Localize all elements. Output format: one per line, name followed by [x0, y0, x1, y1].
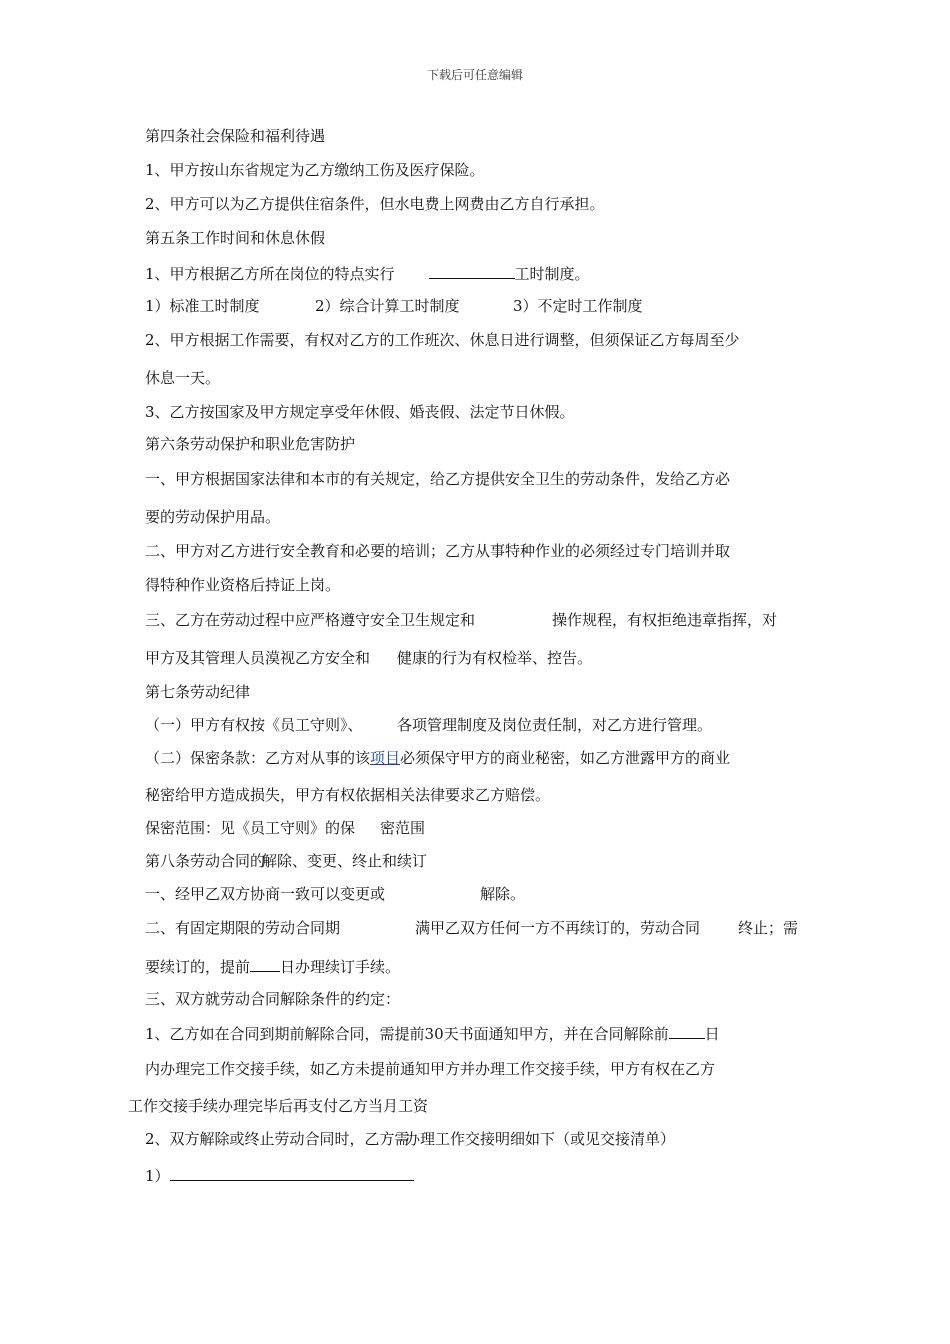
paragraph-line: 健康的行为有权检举、控告。 — [397, 649, 593, 667]
paragraph-line: 一、甲方根据国家法律和本市的有关规定，给乙方提供安全卫生的劳动条件，发给乙方必 — [145, 470, 731, 488]
paragraph-line: 操作规程，有权拒绝违章指挥，对 — [552, 611, 778, 629]
fill-blank[interactable] — [429, 262, 515, 279]
article-8-title-cont: 解除、变更、终止和续订 — [262, 852, 428, 870]
article-6-title: 第六条劳动保护和职业危害防护 — [145, 435, 356, 453]
fill-blank[interactable] — [250, 955, 280, 972]
paragraph-line: 二、甲方对乙方进行安全教育和必要的培训；乙方从事特种作业的必须经过专门培训并取 — [145, 542, 731, 560]
line-text: 1、乙方如在合同到期前解除合同，需提前30天书面通知甲方，并在合同解除前 — [145, 1025, 669, 1043]
paragraph-line: 甲方及其管理人员漠视乙方安全和 — [145, 649, 371, 667]
article-8-title: 第八条劳动合同的 — [145, 852, 266, 870]
paragraph-line: 满甲乙双方任何一方不再续订的，劳动合同 — [415, 919, 701, 937]
paragraph-line: 3、乙方按国家及甲方规定享受年休假、婚丧假、法定节日休假。 — [145, 403, 575, 421]
article-5-title: 第五条工作时间和休息休假 — [145, 229, 326, 247]
paragraph-line: 1、甲方按山东省规定为乙方缴纳工伤及医疗保险。 — [145, 161, 485, 179]
line-text: 日 — [704, 1025, 720, 1043]
paragraph-line — [145, 262, 590, 284]
option-2: 2）综合计算工时制度 — [315, 297, 460, 315]
paragraph-line — [145, 748, 730, 768]
line-text: 日办理续订手续。 — [280, 958, 401, 976]
option-3: 3）不定时工作制度 — [513, 297, 643, 315]
paragraph-line: 2、甲方根据工作需要，有权对乙方的工作班次、休息日进行调整，但须保证乙方每周至少 — [145, 331, 740, 349]
paragraph-line: 各项管理制度及岗位责任制，对乙方进行管理。 — [397, 716, 713, 734]
paragraph-line: 保密范围：见《员工守则》的保 — [145, 819, 356, 837]
paragraph-line: 秘密给甲方造成损失，甲方有权依据相关法律要求乙方赔偿。 — [145, 786, 551, 804]
line-text: 要续订的，提前 — [145, 958, 251, 976]
paragraph-line — [145, 610, 475, 630]
fill-blank[interactable] — [669, 1022, 705, 1039]
fill-blank[interactable] — [170, 1164, 414, 1181]
paragraph-line: 三、双方就劳动合同解除条件的约定： — [145, 990, 401, 1008]
paragraph-line — [145, 955, 400, 977]
line-text: 必须保守甲方的商业秘密，如乙方泄露甲方的商业 — [400, 749, 731, 767]
project-link[interactable]: 项目 — [370, 749, 401, 767]
paragraph-line: 一、经甲乙双方协商一致可以变更或 — [145, 885, 386, 903]
paragraph-line: 工作交接手续办理完毕后再支付乙方当月工资 — [128, 1097, 429, 1115]
line-text: 1） — [145, 1167, 170, 1185]
paragraph-line: 内办理完工作交接手续，如乙方未提前通知甲方并办理工作交接手续，甲方有权在乙方 — [145, 1060, 716, 1078]
article-7-title: 第七条劳动纪律 — [145, 683, 251, 701]
paragraph-line: 得特种作业资格后持证上岗。 — [145, 576, 341, 594]
paragraph-line: 办理工作交接明细如下（或见交接清单） — [405, 1130, 676, 1148]
page-header: 下载后可任意编辑 — [426, 68, 523, 82]
line-text: 工时制度。 — [514, 265, 590, 283]
line-text: 三、乙方在劳动过程中应严格遵守安全卫生规定和 — [145, 611, 476, 629]
article-4-title: 第四条社会保险和福利待遇 — [145, 127, 326, 145]
paragraph-line: 要的劳动保护用品。 — [145, 508, 281, 526]
paragraph-line: 休息一天。 — [145, 369, 221, 387]
list-item — [145, 1164, 414, 1186]
paragraph-line: 密范围 — [380, 819, 426, 837]
paragraph-line: 二、有固定期限的劳动合同期 — [145, 919, 341, 937]
paragraph-line: 解除。 — [480, 885, 526, 903]
paragraph-line: 2、甲方可以为乙方提供住宿条件，但水电费上网费由乙方自行承担。 — [145, 195, 605, 213]
paragraph-line — [145, 1022, 720, 1044]
paragraph-line: 终止；需 — [738, 919, 799, 937]
option-1: 1）标准工时制度 — [145, 297, 260, 315]
paragraph-line: （一）甲方有权按《员工守则》、 — [145, 716, 363, 734]
line-text: 1、甲方根据乙方所在岗位的特点实行 — [145, 265, 395, 283]
line-text: （二）保密条款：乙方对从事的该 — [145, 749, 371, 767]
paragraph-line: 2、双方解除或终止劳动合同时，乙方需 — [145, 1130, 410, 1148]
